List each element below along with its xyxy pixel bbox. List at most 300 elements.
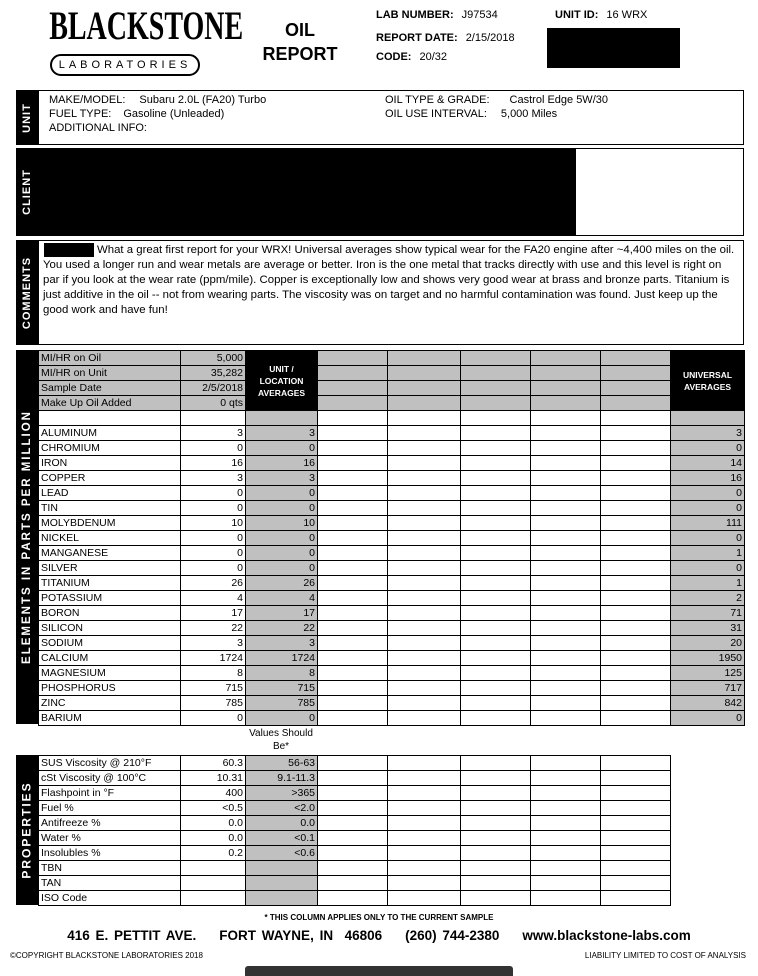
blank-cell [601,591,671,606]
blank-cell [388,546,461,561]
element-name: PHOSPHORUS [39,681,181,696]
sample-info-value: 0 qts [181,396,246,411]
blank-cell [531,801,601,816]
property-name: TBN [39,861,181,876]
blank-cell [461,366,531,381]
property-row [39,891,671,906]
blank-cell [531,531,601,546]
blank-cell [531,426,601,441]
element-unit-avg: 0 [246,561,318,576]
blank-cell [388,621,461,636]
blank-cell [601,636,671,651]
blank-cell [531,501,601,516]
blank-cell [461,636,531,651]
element-universal-avg: 3 [671,426,745,441]
element-name: ZINC [39,696,181,711]
footnote: * THIS COLUMN APPLIES ONLY TO THE CURRENT SAMPLE [264,913,494,922]
element-universal-avg: 14 [671,456,745,471]
blank-cell [318,801,388,816]
blank-cell [388,816,461,831]
oil-type-label: OIL TYPE & GRADE: [385,94,490,106]
blank-cell [461,771,531,786]
property-name: Fuel % [39,801,181,816]
lab-address: 416 E. PETTIT AVE. FORT WAYNE, IN 46806 (260) 744-2380 www.blackstone-labs.com [67,928,691,943]
element-row [39,606,745,621]
sample-info-label: Make Up Oil Added [39,396,181,411]
element-row [39,501,745,516]
blank-cell [318,516,388,531]
element-name: SILICON [39,621,181,636]
element-row [39,441,745,456]
blank-cell [318,591,388,606]
blank-cell [388,606,461,621]
blank-cell [461,486,531,501]
blank-cell [388,651,461,666]
element-value: 0 [181,441,246,456]
element-name: MAGNESIUM [39,666,181,681]
property-should-be: 9.1-11.3 [246,771,318,786]
element-name: MOLYBDENUM [39,516,181,531]
element-value: 22 [181,621,246,636]
element-value: 16 [181,456,246,471]
blank-cell [461,561,531,576]
property-value: 0.0 [181,816,246,831]
blank-cell [461,651,531,666]
blank-cell [531,606,601,621]
blank-cell [531,771,601,786]
blank-cell [601,711,671,726]
properties-table [38,755,671,906]
blank-cell [181,411,246,426]
element-value: 0 [181,546,246,561]
blank-cell [461,621,531,636]
oil-type [385,94,608,107]
blank-cell [601,411,671,426]
client-label-text: CLIENT [21,169,34,215]
lab-number-label: LAB NUMBER: [376,9,454,21]
element-value: 785 [181,696,246,711]
blank-cell [318,711,388,726]
blank-cell [531,846,601,861]
element-row [39,711,745,726]
element-universal-avg: 0 [671,561,745,576]
blank-cell [531,786,601,801]
blank-cell [461,441,531,456]
element-name: SODIUM [39,636,181,651]
sample-info-label: MI/HR on Unit [39,366,181,381]
unit-id-value: 16 WRX [606,9,648,21]
element-universal-avg: 1 [671,576,745,591]
blank-cell [531,876,601,891]
logo-subtext: LABORATORIES [50,54,200,76]
blank-cell [388,636,461,651]
blank-cell [461,501,531,516]
element-unit-avg: 3 [246,636,318,651]
element-name: CALCIUM [39,651,181,666]
blank-cell [461,396,531,411]
blank-cell [388,576,461,591]
element-unit-avg: 0 [246,546,318,561]
blank-cell [388,696,461,711]
blank-cell [246,411,318,426]
blank-cell [461,681,531,696]
element-value: 0 [181,486,246,501]
oil-interval-label: OIL USE INTERVAL: [385,108,487,120]
element-universal-avg: 0 [671,441,745,456]
blank-cell [601,441,671,456]
unit-avg-header: UNIT / LOCATION AVERAGES [246,351,318,411]
blank-cell [461,456,531,471]
property-value: 10.31 [181,771,246,786]
property-should-be: 56-63 [246,756,318,771]
blank-cell [461,711,531,726]
blank-cell [461,696,531,711]
blank-cell [388,426,461,441]
property-row [39,816,671,831]
property-should-be: 0.0 [246,816,318,831]
blank-cell [601,366,671,381]
blank-cell [318,846,388,861]
blank-cell [388,771,461,786]
element-unit-avg: 16 [246,456,318,471]
element-name: LEAD [39,486,181,501]
element-name: NICKEL [39,531,181,546]
element-universal-avg: 31 [671,621,745,636]
blank-cell [601,651,671,666]
blank-cell [531,591,601,606]
property-name: Insolubles % [39,846,181,861]
sample-info-row [39,381,745,396]
blank-cell [531,366,601,381]
spacer-row [39,411,745,426]
blank-cell [461,861,531,876]
unit-label-text: UNIT [21,102,34,133]
element-row [39,576,745,591]
property-name: Flashpoint in °F [39,786,181,801]
element-row [39,636,745,651]
blank-cell [461,471,531,486]
property-should-be: <2.0 [246,801,318,816]
blank-cell [601,771,671,786]
make-model-label: MAKE/MODEL: [49,94,126,106]
fuel-type [49,108,224,121]
unit-info [38,90,744,145]
element-universal-avg: 111 [671,516,745,531]
blank-cell [601,456,671,471]
element-name: COPPER [39,471,181,486]
property-name: Water % [39,831,181,846]
blank-cell [461,876,531,891]
blank-cell [601,816,671,831]
element-universal-avg: 2 [671,591,745,606]
blank-cell [318,636,388,651]
blank-cell [461,411,531,426]
blank-cell [318,441,388,456]
element-name: POTASSIUM [39,591,181,606]
property-name: TAN [39,876,181,891]
property-should-be: <0.1 [246,831,318,846]
code-value: 20/32 [419,51,447,63]
property-row [39,771,671,786]
blank-cell [318,696,388,711]
blank-cell [531,861,601,876]
blank-cell [318,651,388,666]
property-row [39,861,671,876]
element-row [39,666,745,681]
element-value: 715 [181,681,246,696]
blank-cell [318,756,388,771]
property-row [39,786,671,801]
blank-cell [318,471,388,486]
element-row [39,456,745,471]
blank-cell [388,711,461,726]
blank-cell [388,456,461,471]
values-should-be-header: Values Should Be* [249,728,313,752]
sample-info-value: 35,282 [181,366,246,381]
lab-number-value: J97534 [461,9,498,21]
blank-cell [531,756,601,771]
blank-cell [388,441,461,456]
elements-label-text: ELEMENTS IN PARTS PER MILLION [21,410,33,664]
blank-cell [318,606,388,621]
blank-cell [318,351,388,366]
blank-cell [388,471,461,486]
report-date-value: 2/15/2018 [465,32,515,44]
element-row [39,486,745,501]
element-row [39,621,745,636]
blank-cell [531,441,601,456]
element-row [39,546,745,561]
element-universal-avg: 842 [671,696,745,711]
blank-cell [388,561,461,576]
blank-cell [388,486,461,501]
element-value: 3 [181,471,246,486]
blank-cell [531,696,601,711]
blank-cell [601,576,671,591]
report-title [250,18,350,66]
blank-cell [601,756,671,771]
blank-cell [601,501,671,516]
blank-cell [318,786,388,801]
blank-cell [601,606,671,621]
element-row [39,651,745,666]
property-should-be [246,861,318,876]
unit-section-label [16,90,38,145]
element-name: BARIUM [39,711,181,726]
property-name: ISO Code [39,891,181,906]
element-unit-avg: 0 [246,501,318,516]
make-model [49,94,266,107]
element-value: 3 [181,636,246,651]
blank-cell [531,516,601,531]
blank-cell [318,816,388,831]
blank-cell [318,861,388,876]
properties-section-label [16,755,38,905]
blank-cell [318,426,388,441]
blank-cell [531,621,601,636]
element-row [39,591,745,606]
element-value: 0 [181,561,246,576]
blank-cell [671,411,745,426]
blank-cell [461,591,531,606]
element-unit-avg: 1724 [246,651,318,666]
element-row [39,471,745,486]
element-value: 0 [181,711,246,726]
comments-label-text: COMMENTS [21,256,34,329]
blank-cell [318,411,388,426]
element-name: MANGANESE [39,546,181,561]
blank-cell [388,366,461,381]
blank-cell [318,771,388,786]
element-universal-avg: 0 [671,486,745,501]
blank-cell [388,396,461,411]
blank-cell [601,846,671,861]
blank-cell [388,846,461,861]
property-value: 0.2 [181,846,246,861]
blank-cell [388,801,461,816]
element-unit-avg: 26 [246,576,318,591]
property-value: 60.3 [181,756,246,771]
blank-cell [601,861,671,876]
blank-cell [531,546,601,561]
property-value [181,876,246,891]
element-row [39,426,745,441]
blank-cell [318,546,388,561]
blank-cell [531,486,601,501]
oil-interval [385,108,557,121]
property-value: 0.0 [181,831,246,846]
blank-cell [461,351,531,366]
blank-cell [531,411,601,426]
element-name: TIN [39,501,181,516]
report-date [376,29,515,47]
blank-cell [461,546,531,561]
logo-text: BLACKSTONE [49,3,244,48]
blank-cell [318,576,388,591]
client-section-label [16,148,38,236]
blank-cell [601,891,671,906]
fuel-type-label: FUEL TYPE: [49,108,112,120]
element-unit-avg: 715 [246,681,318,696]
blank-cell [531,666,601,681]
sample-info-label: Sample Date [39,381,181,396]
element-unit-avg: 8 [246,666,318,681]
element-row [39,531,745,546]
property-row [39,801,671,816]
blank-cell [318,531,388,546]
blank-cell [318,381,388,396]
element-unit-avg: 3 [246,471,318,486]
blank-cell [318,456,388,471]
element-unit-avg: 0 [246,441,318,456]
property-row [39,831,671,846]
element-value: 0 [181,531,246,546]
property-should-be: >365 [246,786,318,801]
blank-cell [531,831,601,846]
redacted-block [547,28,680,68]
additional-info-label: ADDITIONAL INFO: [49,122,147,134]
blank-cell [318,366,388,381]
element-value: 0 [181,501,246,516]
property-value [181,891,246,906]
element-unit-avg: 0 [246,531,318,546]
blank-cell [461,756,531,771]
blank-cell [461,606,531,621]
blank-cell [388,351,461,366]
element-row [39,681,745,696]
property-row [39,876,671,891]
oil-type-value: Castrol Edge 5W/30 [509,94,608,106]
sample-info-value: 2/5/2018 [181,381,246,396]
element-unit-avg: 22 [246,621,318,636]
blank-cell [461,801,531,816]
title-line2: REPORT [262,44,338,64]
elements-table [38,350,745,726]
blank-cell [388,531,461,546]
blank-cell [531,351,601,366]
blank-cell [388,666,461,681]
blank-cell [388,786,461,801]
blank-cell [388,876,461,891]
element-value: 10 [181,516,246,531]
fuel-type-value: Gasoline (Unleaded) [123,108,225,120]
blank-cell [531,636,601,651]
copyright: ©COPYRIGHT BLACKSTONE LABORATORIES 2018 [10,951,203,960]
property-row [39,846,671,861]
blank-cell [388,591,461,606]
blank-cell [601,516,671,531]
sample-info-row [39,351,745,366]
element-name: ALUMINUM [39,426,181,441]
blank-cell [601,666,671,681]
code [376,48,447,66]
oil-interval-value: 5,000 Miles [500,108,558,120]
blank-cell [388,756,461,771]
make-model-value: Subaru 2.0L (FA20) Turbo [139,94,267,106]
blank-cell [388,891,461,906]
blank-cell [318,831,388,846]
blank-cell [388,831,461,846]
blank-cell [318,561,388,576]
blank-cell [461,576,531,591]
element-unit-avg: 0 [246,486,318,501]
element-value: 17 [181,606,246,621]
code-label: CODE: [376,51,412,63]
blank-cell [531,471,601,486]
element-unit-avg: 3 [246,426,318,441]
element-universal-avg: 0 [671,531,745,546]
element-universal-avg: 0 [671,711,745,726]
blank-cell [601,351,671,366]
unit-id [555,6,647,24]
element-value: 26 [181,576,246,591]
property-value: 400 [181,786,246,801]
element-universal-avg: 125 [671,666,745,681]
element-universal-avg: 71 [671,606,745,621]
blank-cell [318,681,388,696]
blank-cell [531,396,601,411]
element-unit-avg: 17 [246,606,318,621]
blank-cell [388,411,461,426]
property-name: cSt Viscosity @ 100°C [39,771,181,786]
element-value: 1724 [181,651,246,666]
blank-cell [461,846,531,861]
blank-cell [461,816,531,831]
comments-text: What a great first report for your WRX! Universal averages show typical wear for the FA20 engine after ~4,400 miles on the oil. You used a longer run and wear metals are average or better. Iron is the one metal that tracks directly with use and this level is right on par if you look at the wear rate (ppm/mile). Copper is exceptionally low and shows very good wear at brass and bronze parts. Titanium is just additive in the oil -- not from wearing parts. The viscosity was on target and no harmful contamination was found. Just keep up the good work and have fun! [38,240,744,345]
blank-cell [39,411,181,426]
blank-cell [601,426,671,441]
element-value: 4 [181,591,246,606]
